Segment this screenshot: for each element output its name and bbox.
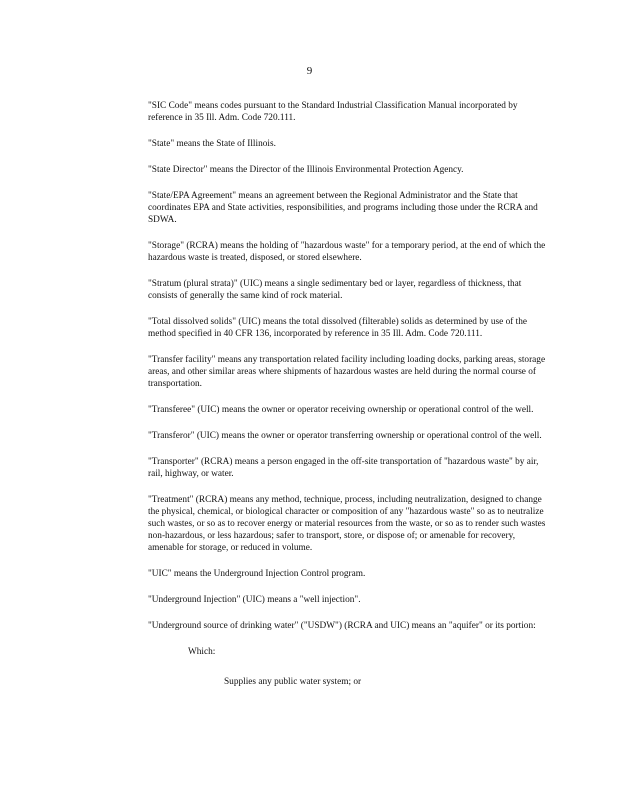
definition-transfer-facility: "Transfer facility" means any transportation related facility including loading docks, parking areas, storage areas, and other similar areas where shipments of hazardous wastes are held during the normal course of transportation. (148, 355, 546, 389)
definition-total-dissolved-solids: "Total dissolved solids" (UIC) means the total dissolved (filterable) solids as determined by use of the method specified in 40 CFR 136, incorporated by reference in 35 Ill. Adm. Code 720.111. (148, 317, 527, 339)
definition-sic-code: "SIC Code" means codes pursuant to the Standard Industrial Classification Manual incorporated by reference in 35 Ill. Adm. Code 720.111. (148, 101, 518, 123)
definition-storage: "Storage" (RCRA) means the holding of "hazardous waste" for a temporary period, at the end of which the hazardous waste is treated, disposed, or stored elsewhere. (148, 241, 546, 263)
definition-state-director: "State Director" means the Director of the Illinois Environmental Protection Agency. (148, 165, 464, 175)
definition-uic: "UIC" means the Underground Injection Control program. (148, 569, 366, 579)
definition-treatment: "Treatment" (RCRA) means any method, technique, process, including neutralization, designed to change the physical, chemical, or biological character or composition of any "hazardous waste" so as to neutralize such wastes, or so as to recover energy or material resources from the waste, or so as to render such wastes non-hazardous, or less hazardous; safer to transport, store, or dispose of; or amenable for recovery, amenable for storage, or reduced in volume. (148, 495, 546, 553)
sub-item-public-water-system: Supplies any public water system; or (224, 677, 362, 687)
definitions-body (148, 100, 548, 702)
definition-state-epa-agreement: "State/EPA Agreement" means an agreement between the Regional Administrator and the State that coordinates EPA and State activities, responsibilities, and programs including those under the RCRA and SDWA. (148, 191, 538, 225)
page-number: 9 (306, 65, 313, 77)
definition-transferor: "Transferor" (UIC) means the owner or operator transferring ownership or operational control of the well. (148, 431, 542, 441)
definition-state: "State" means the State of Illinois. (148, 139, 276, 149)
definition-transferee: "Transferee" (UIC) means the owner or operator receiving ownership or operational control of the well. (148, 405, 534, 415)
definition-underground-injection: "Underground Injection" (UIC) means a "well injection". (148, 595, 361, 605)
definition-stratum: "Stratum (plural strata)" (UIC) means a single sedimentary bed or layer, regardless of thickness, that consists of generally the same kind of rock material. (148, 279, 522, 301)
sub-heading-which: Which: (188, 647, 216, 657)
definition-usdw: "Underground source of drinking water" ("USDW") (RCRA and UIC) means an "aquifer" or its portion: (148, 621, 536, 631)
definition-transporter: "Transporter" (RCRA) means a person engaged in the off-site transportation of "hazardous waste" by air, rail, highway, or water. (148, 457, 539, 479)
